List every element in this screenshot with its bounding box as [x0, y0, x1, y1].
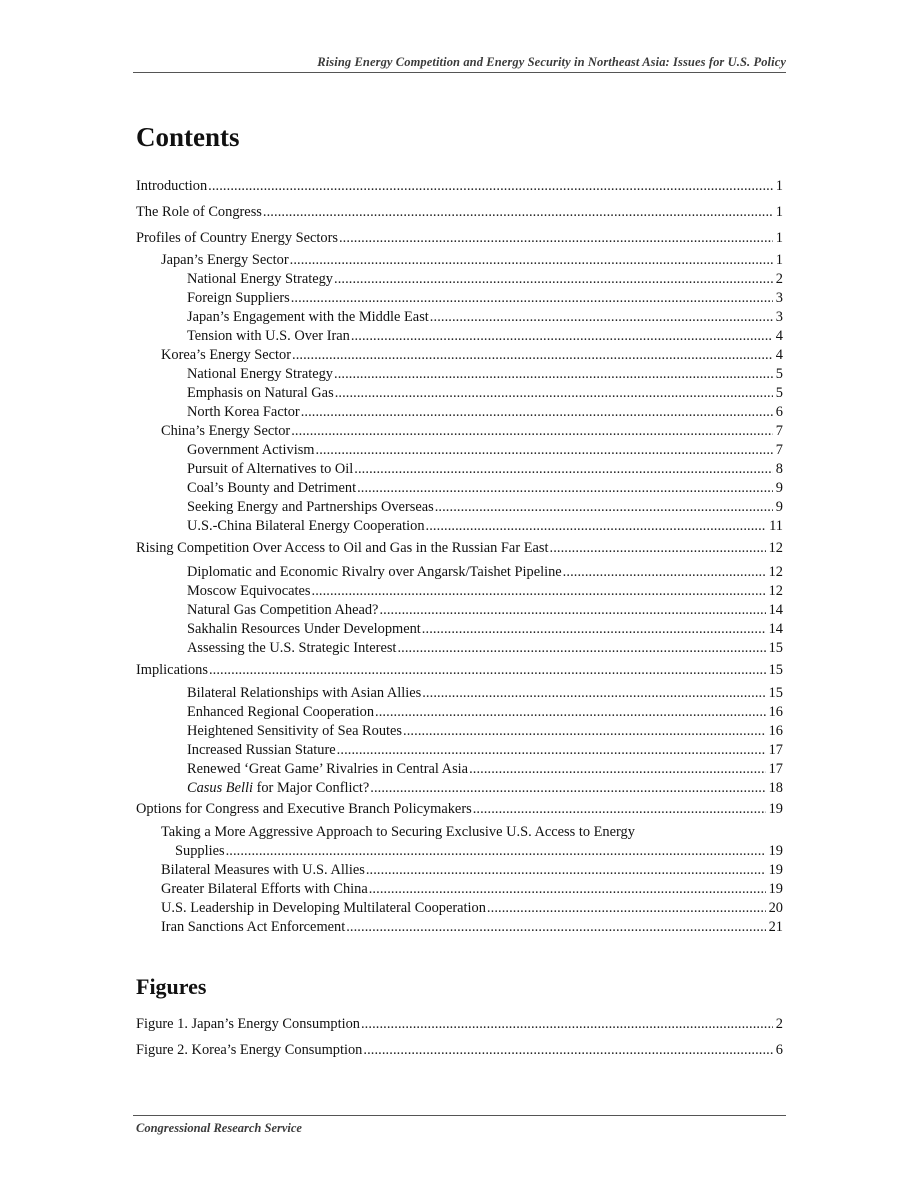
toc-entry-page: 7: [775, 442, 783, 458]
toc-entry-title: Rising Competition Over Access to Oil and Gas in the Russian Far East: [136, 540, 549, 556]
dot-leader: [290, 251, 773, 269]
toc-entry-title: Bilateral Measures with U.S. Allies: [161, 862, 365, 878]
toc-entry-title: Introduction: [136, 178, 208, 194]
header-rule: [133, 72, 786, 73]
dot-leader: [334, 365, 773, 383]
toc-entry-japan-national-strategy[interactable]: [187, 270, 783, 288]
toc-entry-us-leadership[interactable]: [161, 899, 783, 917]
toc-entry-page: 19: [768, 801, 783, 817]
toc-entry-great-game[interactable]: [187, 760, 783, 778]
toc-entry-north-korea-factor[interactable]: [187, 403, 783, 421]
toc-entry-korea-energy-sector[interactable]: [161, 346, 783, 364]
dot-leader: [316, 441, 773, 459]
dot-leader: [339, 229, 773, 247]
toc-entry-page: 1: [775, 230, 783, 246]
toc-entry-title: Iran Sanctions Act Enforcement: [161, 919, 346, 935]
dot-leader: [435, 498, 773, 516]
toc-entry-title: Emphasis on Natural Gas: [187, 385, 334, 401]
toc-entry-page: 6: [775, 404, 783, 420]
toc-entry-page: 4: [775, 328, 783, 344]
toc-entry-title: The Role of Congress: [136, 204, 262, 220]
toc-entry-page: 19: [768, 862, 783, 878]
dot-leader: [422, 684, 765, 702]
toc-entry-efforts-china[interactable]: [161, 880, 783, 898]
contents-heading: Contents: [136, 122, 240, 152]
toc-entry-title: National Energy Strategy: [187, 271, 334, 287]
toc-entry-natural-gas-emphasis[interactable]: [187, 384, 783, 402]
toc-entry-title: Enhanced Regional Cooperation: [187, 704, 375, 720]
toc-entry-page: 16: [768, 704, 783, 720]
dot-leader: [292, 346, 773, 364]
toc-entry-page: 15: [768, 685, 783, 701]
dot-leader: [469, 760, 766, 778]
toc-entry-title: North Korea Factor: [187, 404, 300, 420]
toc-entry-china-energy-sector[interactable]: [161, 422, 783, 440]
dot-leader: [473, 800, 766, 818]
dot-leader: [363, 1041, 772, 1059]
toc-entry-alternatives-oil[interactable]: [187, 460, 783, 478]
toc-entry-title: Japan’s Engagement with the Middle East: [187, 309, 429, 325]
dot-leader: [301, 403, 773, 421]
toc-entry-us-strategic-interest[interactable]: [187, 639, 783, 657]
toc-entry-page: 19: [768, 881, 783, 897]
dot-leader: [351, 327, 773, 345]
toc-entry-aggressive-approach[interactable]: [175, 842, 783, 860]
toc-entry-title: Foreign Suppliers: [187, 290, 290, 306]
dot-leader: [487, 899, 766, 917]
figure-entry-title: Figure 2. Korea’s Energy Consumption: [136, 1042, 363, 1058]
toc-entry-options-for-congress[interactable]: [136, 800, 783, 818]
toc-entry-page: 1: [775, 252, 783, 268]
toc-entry-introduction[interactable]: [136, 177, 783, 195]
toc-entry-title-rest: for Major Conflict?: [252, 780, 370, 796]
toc-entry-page: 18: [768, 780, 783, 796]
dot-leader: [370, 779, 765, 797]
toc-entry-page: 14: [768, 602, 783, 618]
toc-entry-moscow-equivocates[interactable]: [187, 582, 783, 600]
toc-entry-title: Natural Gas Competition Ahead?: [187, 602, 379, 618]
toc-entry-us-china-cooperation[interactable]: [187, 517, 783, 535]
dot-leader: [563, 563, 766, 581]
toc-entry-title: Pursuit of Alternatives to Oil: [187, 461, 354, 477]
dot-leader: [263, 203, 773, 221]
toc-entry-page: 19: [768, 843, 783, 859]
toc-entry-title: Implications: [136, 662, 208, 678]
toc-entry-korea-national-strategy[interactable]: [187, 365, 783, 383]
toc-entry-title: Greater Bilateral Efforts with China: [161, 881, 368, 897]
dot-leader: [354, 460, 773, 478]
dot-leader: [403, 722, 766, 740]
toc-entry-tension-iran[interactable]: [187, 327, 783, 345]
dot-leader: [550, 539, 766, 557]
figure-entry-1[interactable]: [136, 1015, 783, 1033]
toc-entry-page: 12: [768, 564, 783, 580]
toc-entry-title: Sakhalin Resources Under Development: [187, 621, 421, 637]
toc-entry-page: 4: [775, 347, 783, 363]
toc-entry-page: 3: [775, 309, 783, 325]
dot-leader: [208, 177, 773, 195]
toc-entry-page: 17: [768, 761, 783, 777]
toc-entry-coal-bounty[interactable]: [187, 479, 783, 497]
toc-entry-page: 9: [775, 480, 783, 496]
dot-leader: [361, 1015, 773, 1033]
toc-entry-aggressive-approach-line1[interactable]: Taking a More Aggressive Approach to Securing Exclusive U.S. Access to Energy: [161, 824, 635, 840]
running-header: Rising Energy Competition and Energy Security in Northeast Asia: Issues for U.S. Policy: [317, 55, 786, 69]
toc-entry-page: 5: [775, 366, 783, 382]
toc-entry-regional-cooperation[interactable]: [187, 703, 783, 721]
toc-entry-title: Korea’s Energy Sector: [161, 347, 292, 363]
toc-entry-role-of-congress[interactable]: [136, 203, 783, 221]
toc-entry-rising-competition[interactable]: [136, 539, 783, 557]
toc-entry-page: 8: [775, 461, 783, 477]
toc-entry-natural-gas-competition[interactable]: [187, 601, 783, 619]
toc-entry-government-activism[interactable]: [187, 441, 783, 459]
toc-entry-page: 12: [768, 540, 783, 556]
toc-entry-title: Moscow Equivocates: [187, 583, 311, 599]
toc-entry-iran-sanctions[interactable]: [161, 918, 783, 936]
dot-leader: [346, 918, 765, 936]
toc-entry-page: 7: [775, 423, 783, 439]
dot-leader: [375, 703, 766, 721]
dot-leader: [312, 582, 766, 600]
dot-leader: [291, 422, 773, 440]
dot-leader: [357, 479, 773, 497]
toc-entry-page: 15: [768, 640, 783, 656]
toc-entry-title: Heightened Sensitivity of Sea Routes: [187, 723, 403, 739]
figure-entry-page: 6: [775, 1042, 783, 1058]
toc-entry-sea-routes[interactable]: [187, 722, 783, 740]
toc-entry-title: Government Activism: [187, 442, 315, 458]
toc-entry-foreign-suppliers[interactable]: [187, 289, 783, 307]
toc-entry-page: 3: [775, 290, 783, 306]
toc-entry-page: 9: [775, 499, 783, 515]
dot-leader: [426, 517, 767, 535]
toc-entry-seeking-energy-overseas[interactable]: [187, 498, 783, 516]
toc-entry-japan-energy-sector[interactable]: [161, 251, 783, 269]
toc-entry-angarsk-pipeline[interactable]: [187, 563, 783, 581]
toc-entry-page: 2: [775, 271, 783, 287]
toc-entry-title: National Energy Strategy: [187, 366, 334, 382]
toc-entry-title: Profiles of Country Energy Sectors: [136, 230, 338, 246]
toc-entry-sakhalin[interactable]: [187, 620, 783, 638]
toc-entry-bilateral-measures[interactable]: [161, 861, 783, 879]
toc-entry-page: 12: [768, 583, 783, 599]
dot-leader: [422, 620, 766, 638]
toc-entry-title: Seeking Energy and Partnerships Overseas: [187, 499, 434, 515]
toc-entry-bilateral-allies[interactable]: [187, 684, 783, 702]
dot-leader: [397, 639, 765, 657]
toc-entry-page: 14: [768, 621, 783, 637]
figure-entry-page: 2: [775, 1016, 783, 1032]
toc-entry-page: 21: [768, 919, 783, 935]
toc-entry-page: 5: [775, 385, 783, 401]
dot-leader: [335, 384, 773, 402]
dot-leader: [209, 661, 766, 679]
dot-leader: [334, 270, 773, 288]
toc-entry-title: U.S.-China Bilateral Energy Cooperation: [187, 518, 425, 534]
toc-entry-page: 20: [768, 900, 783, 916]
toc-entry-title: Japan’s Energy Sector: [161, 252, 289, 268]
toc-entry-title: [187, 779, 370, 797]
toc-entry-page: 16: [768, 723, 783, 739]
toc-entry-russian-stature[interactable]: [187, 741, 783, 759]
toc-entry-title: Diplomatic and Economic Rivalry over Angarsk/Taishet Pipeline: [187, 564, 562, 580]
dot-leader: [369, 880, 766, 898]
toc-entry-title: China’s Energy Sector: [161, 423, 291, 439]
dot-leader: [226, 842, 766, 860]
toc-entry-title: Coal’s Bounty and Detriment: [187, 480, 357, 496]
footer-rule: [133, 1115, 786, 1116]
toc-entry-title-italic: Casus Belli: [187, 780, 253, 796]
toc-entry-title: U.S. Leadership in Developing Multilateral Cooperation: [161, 900, 486, 916]
toc-entry-japan-middle-east[interactable]: [187, 308, 783, 326]
toc-entry-page: 11: [769, 518, 783, 534]
toc-entry-profiles[interactable]: [136, 229, 783, 247]
toc-entry-page: 15: [768, 662, 783, 678]
toc-entry-title: Tension with U.S. Over Iran: [187, 328, 350, 344]
toc-entry-page: 17: [768, 742, 783, 758]
toc-entry-title: Supplies: [175, 843, 225, 859]
dot-leader: [366, 861, 766, 879]
toc-entry-page: 1: [775, 178, 783, 194]
figures-heading: Figures: [136, 974, 207, 999]
toc-entry-page: 1: [775, 204, 783, 220]
toc-entry-casus-belli[interactable]: [187, 779, 783, 797]
toc-entry-title: Options for Congress and Executive Branch Policymakers: [136, 801, 472, 817]
figure-entry-2[interactable]: [136, 1041, 783, 1059]
figure-entry-title: Figure 1. Japan’s Energy Consumption: [136, 1016, 360, 1032]
toc-entry-title: Increased Russian Stature: [187, 742, 336, 758]
dot-leader: [379, 601, 765, 619]
dot-leader: [291, 289, 773, 307]
dot-leader: [337, 741, 766, 759]
toc-entry-title: Assessing the U.S. Strategic Interest: [187, 640, 397, 656]
toc-entry-title: Renewed ‘Great Game’ Rivalries in Central Asia: [187, 761, 469, 777]
toc-entry-title: Bilateral Relationships with Asian Allies: [187, 685, 422, 701]
running-footer: Congressional Research Service: [136, 1121, 302, 1135]
dot-leader: [430, 308, 773, 326]
toc-entry-implications[interactable]: [136, 661, 783, 679]
